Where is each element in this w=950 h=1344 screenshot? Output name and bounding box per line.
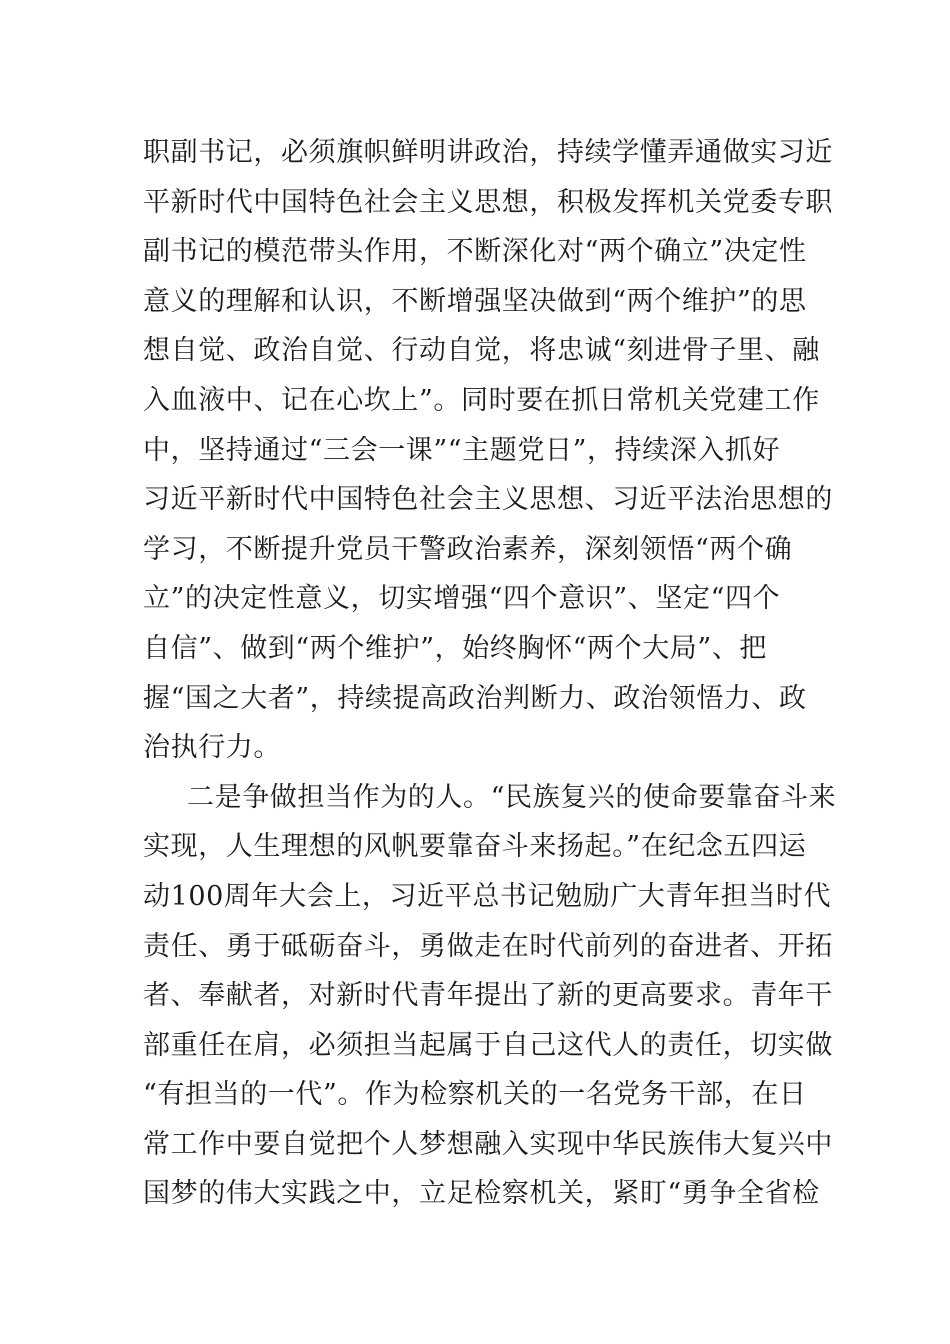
text-line: 职副书记，必须旗帜鲜明讲政治，持续学懂弄通做实习近 (143, 137, 833, 168)
text-line: “有担当的一代”。作为检察机关的一名党务干部，在日 (143, 1079, 807, 1111)
text-line: 治执行力。 (143, 732, 281, 764)
text-line: 责任、勇于砥砺奋斗，勇做走在时代前列的奋进者、开拓 (143, 930, 833, 962)
text-line: 中，坚持通过“三会一课”“主题党日”，持续深入抓好 (143, 434, 781, 466)
text-line: 学习，不断提升党员干警政治素养，深刻领悟“两个确 (143, 533, 793, 565)
body-text (143, 128, 837, 1219)
text-line: 想自觉、政治自觉、行动自觉，将忠诚“刻进骨子里、融 (143, 335, 820, 367)
text-line: 立”的决定性意义，切实增强“四个意识”、坚定“四个 (143, 583, 781, 615)
text-line: 意义的理解和认识，不断增强坚决做到“两个维护”的思 (143, 285, 807, 317)
text-line: 习近平新时代中国特色社会主义思想、习近平法治思想的 (143, 484, 833, 516)
text-line: 副书记的模范带头作用，不断深化对“两个确立”决定性 (143, 236, 807, 268)
text-line: 实现，人生理想的风帆要靠奋斗来扬起。”在纪念五四运 (143, 831, 807, 863)
text-line: 者、奉献者，对新时代青年提出了新的更高要求。青年干 (143, 980, 833, 1012)
text-line: 自信”、做到“两个维护”，始终胸怀“两个大局”、把 (143, 632, 768, 664)
text-line: 握“国之大者”，持续提高政治判断力、政治领悟力、政 (143, 682, 807, 714)
paragraph-start-line: 二是争做担当作为的人。“民族复兴的使命要靠奋斗来 (187, 781, 837, 813)
text-line: 国梦的伟大实践之中，立足检察机关，紧盯“勇争全省检 (143, 1178, 820, 1210)
text-line: 动100周年大会上，习近平总书记勉励广大青年担当时代 (143, 880, 832, 912)
text-line: 平新时代中国特色社会主义思想，积极发挥机关党委专职 (143, 186, 833, 218)
text-line: 常工作中要自觉把个人梦想融入实现中华民族伟大复兴中 (143, 1128, 833, 1160)
text-line: 入血液中、记在心坎上”。同时要在抓日常机关党建工作 (143, 384, 820, 416)
text-line: 部重任在肩，必须担当起属于自己这代人的责任，切实做 (143, 1029, 833, 1061)
